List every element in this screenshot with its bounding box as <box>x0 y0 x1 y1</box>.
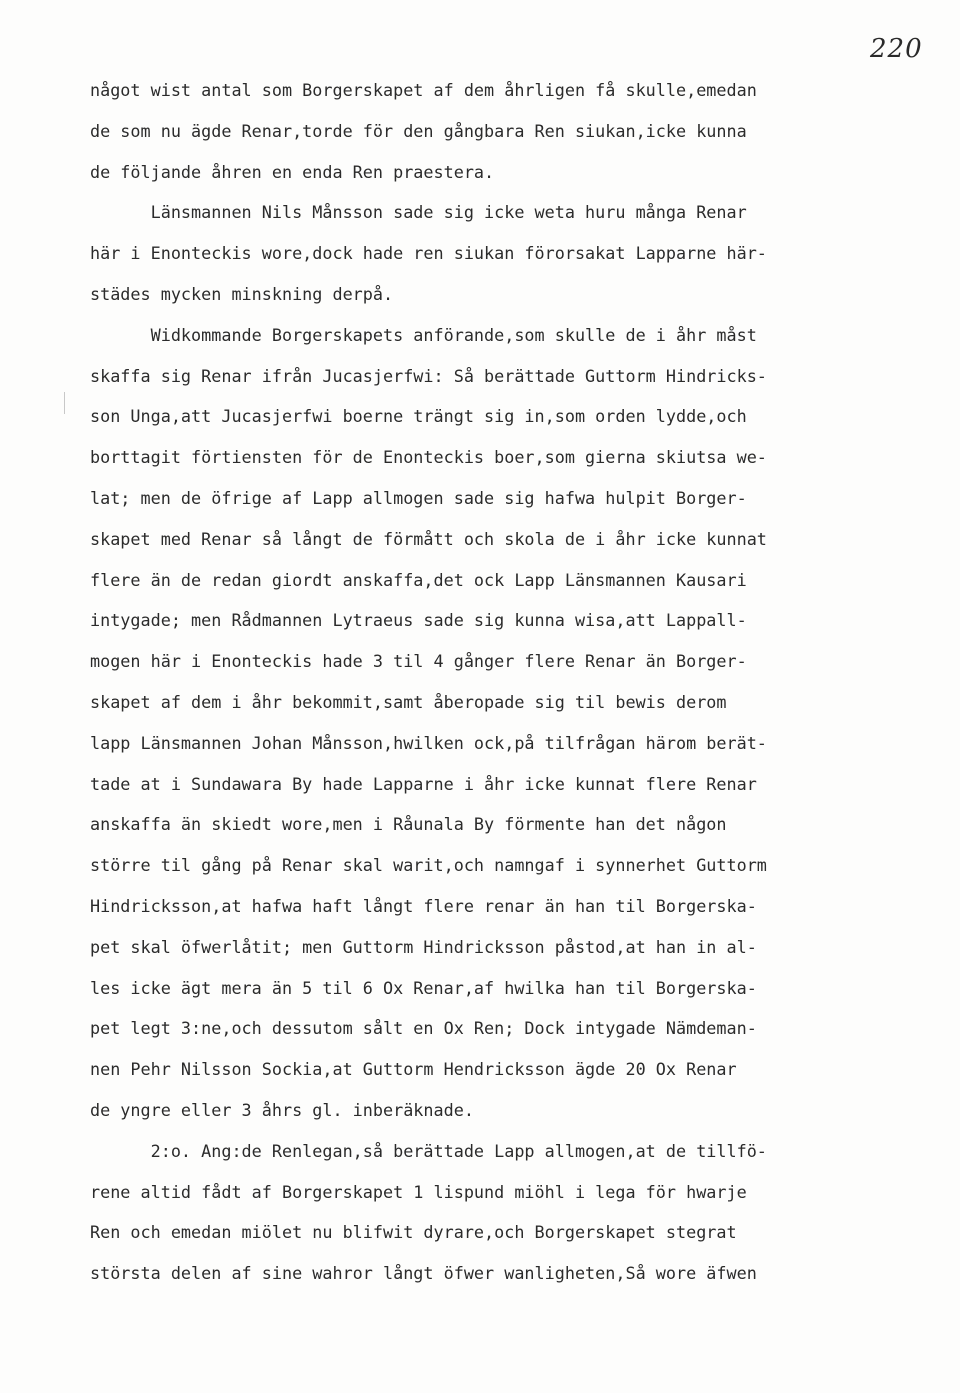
typed-body-text <box>90 70 900 1294</box>
page-number: 220 <box>870 34 923 64</box>
text-line: lat; men de öfrige af Lapp allmogen sade sig hafwa hulpit Borger- <box>90 487 747 508</box>
text-line: tade at i Sundawara By hade Lapparne i åhr icke kunnat flere Renar <box>90 773 757 794</box>
text-line: här i Enonteckis wore,dock hade ren siukan förorsakat Lapparne här- <box>90 243 767 264</box>
text-line: son Unga,att Jucasjerfwi boerne trängt sig in,som orden lydde,och <box>90 406 747 427</box>
text-line: pet legt 3:ne,och dessutom sålt en Ox Ren; Dock intygade Nämdeman- <box>90 1018 757 1039</box>
text-line: intygade; men Rådmannen Lytraeus sade sig kunna wisa,att Lappall- <box>90 610 747 631</box>
text-line: något wist antal som Borgerskapet af dem åhrligen få skulle,emedan <box>90 80 757 100</box>
text-line: större til gång på Renar skal warit,och namngaf i synnerhet Guttorm <box>90 855 767 876</box>
text-line: flere än de redan giordt anskaffa,det ock Lapp Länsmannen Kausari <box>90 569 747 590</box>
text-line: Hindricksson,at hafwa haft långt flere renar än han til Borgerska- <box>90 895 757 916</box>
text-line: les icke ägt mera än 5 til 6 Ox Renar,af hwilka han til Borgerska- <box>90 977 757 998</box>
text-line: Länsmannen Nils Månsson sade sig icke weta huru många Renar <box>90 202 747 223</box>
margin-mark <box>64 392 65 414</box>
text-line: nen Pehr Nilsson Sockia,at Guttorm Hendricksson ägde 20 Ox Renar <box>90 1059 737 1080</box>
text-line: största delen af sine wahror långt öfwer wanligheten,Så wore äfwen <box>90 1263 757 1284</box>
text-line: anskaffa än skiedt wore,men i Råunala By förmente han det någon <box>90 814 727 835</box>
text-line: skapet af dem i åhr bekommit,samt åberopade sig til bewis derom <box>90 691 727 712</box>
text-line: 2:o. Ang:de Renlegan,så berättade Lapp allmogen,at de tillfö- <box>90 1140 767 1161</box>
text-line: Ren och emedan miölet nu blifwit dyrare,och Borgerskapet stegrat <box>90 1222 737 1243</box>
text-line: städes mycken minskning derpå. <box>90 283 394 304</box>
text-line: skaffa sig Renar ifrån Jucasjerfwi: Så berättade Guttorm Hindricks- <box>90 365 767 386</box>
text-line: borttagit förtiensten för de Enonteckis boer,som gierna skiutsa we- <box>90 447 767 468</box>
text-line: pet skal öfwerlåtit; men Guttorm Hindricksson påstod,at han in al- <box>90 936 757 957</box>
text-line: rene altid fådt af Borgerskapet 1 lispund miöhl i lega för hwarje <box>90 1181 747 1202</box>
text-line: de yngre eller 3 åhrs gl. inberäknade. <box>90 1099 474 1120</box>
text-line: de följande åhren en enda Ren praestera. <box>90 161 495 182</box>
text-line: de som nu ägde Renar,torde för den gångbara Ren siukan,icke kunna <box>90 120 747 141</box>
text-line: skapet med Renar så långt de förmått och skola de i åhr icke kunnat <box>90 528 767 549</box>
text-line: Widkommande Borgerskapets anförande,som skulle de i åhr måst <box>90 324 757 345</box>
text-line: mogen här i Enonteckis hade 3 til 4 gånger flere Renar än Borger- <box>90 651 747 672</box>
text-line: lapp Länsmannen Johan Månsson,hwilken ock,på tilfrågan härom berät- <box>90 732 767 753</box>
